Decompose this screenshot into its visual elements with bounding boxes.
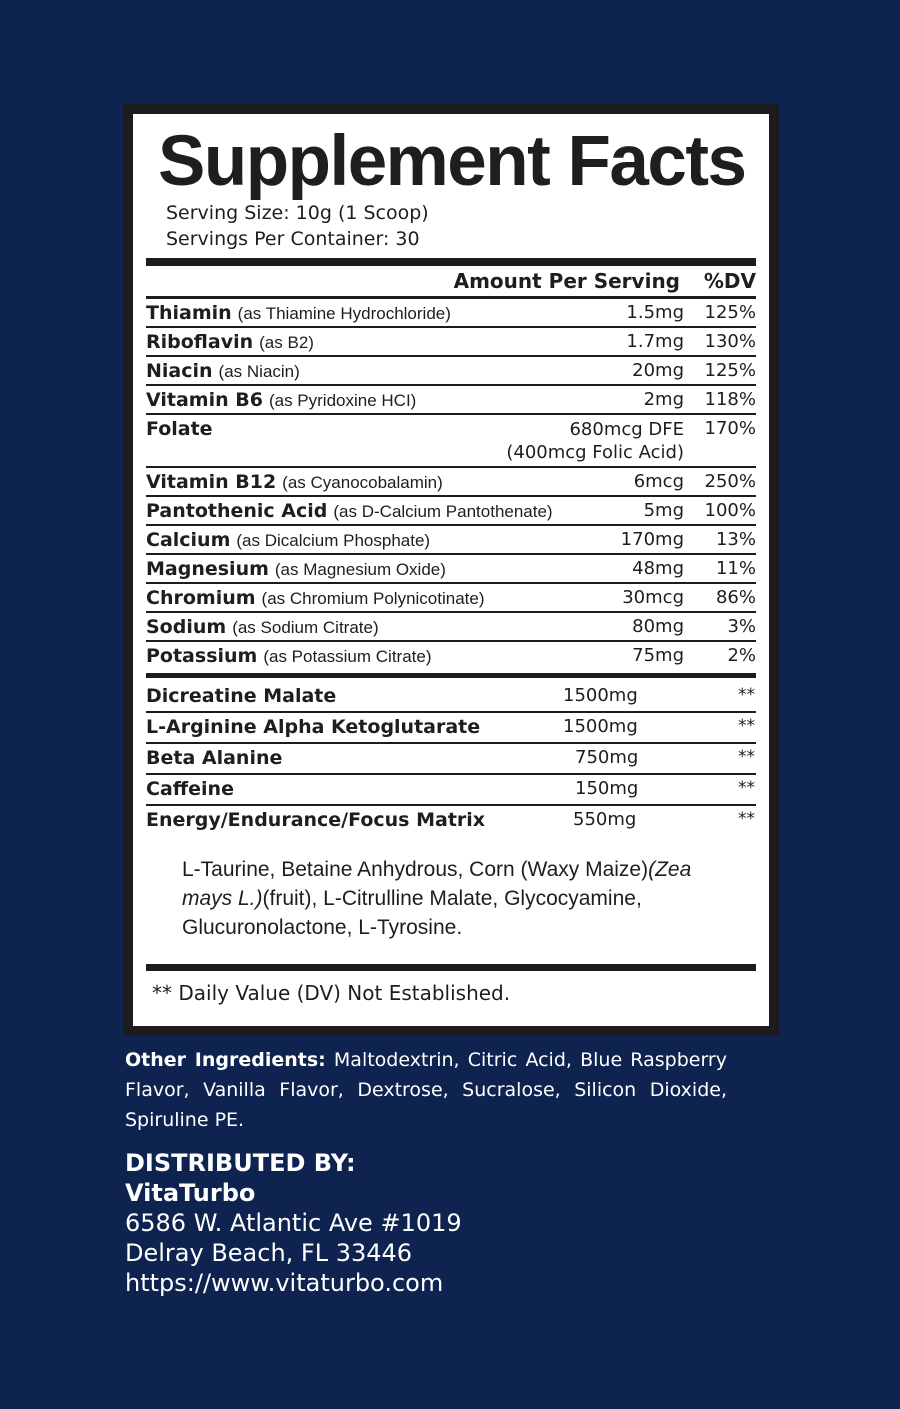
nutrient-dv: 130%	[704, 331, 756, 352]
nutrient-name: Vitamin B12	[146, 471, 277, 493]
nutrient-source: (as Niacin)	[218, 362, 300, 381]
table-row	[146, 299, 756, 328]
table-row	[146, 584, 756, 613]
nutrient-dv: 170%	[704, 418, 756, 439]
nutrient-amount: 30mcg	[622, 587, 684, 608]
nutrient-amount: 170mg	[620, 529, 684, 550]
serving-size: Serving Size: 10g (1 Scoop)	[166, 202, 429, 224]
nutrient-dv: 250%	[704, 471, 756, 492]
table-row	[146, 642, 756, 671]
nutrient-source: (as Potassium Citrate)	[263, 647, 432, 666]
nutrient-name: Magnesium	[146, 558, 269, 580]
nutrient-amount: 80mg	[632, 616, 684, 637]
nutrient-name: Calcium	[146, 529, 231, 551]
nutrient-dv: 86%	[715, 587, 756, 608]
divider-medium	[146, 673, 756, 678]
table-row	[146, 415, 756, 468]
nutrient-name: Pantothenic Acid	[146, 500, 328, 522]
nutrient-source: (as Sodium Citrate)	[232, 618, 379, 637]
nutrient-amount: 75mg	[632, 645, 684, 666]
nutrient-name: Potassium	[146, 645, 258, 667]
nutrient-name: Chromium	[146, 587, 256, 609]
nutrient-source: (as Thiamine Hydrochloride)	[237, 304, 451, 323]
ingredient-list	[146, 682, 756, 837]
other-ingredients	[125, 1045, 727, 1135]
distributor-block	[125, 1148, 727, 1298]
nutrient-name: Folate	[146, 418, 213, 440]
table-row	[146, 526, 756, 555]
table-header	[146, 266, 756, 299]
table-row	[146, 775, 756, 806]
ingredient-dv: **	[738, 809, 755, 829]
table-row	[146, 744, 756, 775]
nutrient-amount: 20mg	[632, 360, 684, 381]
table-row	[146, 386, 756, 415]
table-row	[146, 328, 756, 357]
nutrient-source: (as Cyanocobalamin)	[282, 473, 443, 492]
nutrient-dv: 2%	[727, 645, 756, 666]
nutrient-amount: 680mcg DFE (400mcg Folic Acid)	[506, 419, 684, 463]
nutrient-name: Vitamin B6	[146, 389, 263, 411]
table-row	[146, 806, 756, 837]
distributor-company: VitaTurbo	[125, 1179, 256, 1207]
servings-per-container: Servings Per Container: 30	[166, 228, 420, 250]
ingredient-name: Caffeine	[146, 778, 234, 800]
nutrient-amount: 5mg	[643, 500, 684, 521]
table-row	[146, 468, 756, 497]
divider-thick	[146, 258, 756, 266]
ingredient-name: Beta Alanine	[146, 747, 283, 769]
nutrient-name: Riboflavin	[146, 331, 254, 353]
nutrient-amount: 2mg	[643, 389, 684, 410]
ingredient-amount: 750mg	[575, 747, 639, 768]
ingredient-amount: 150mg	[575, 778, 639, 799]
ingredient-amount: 1500mg	[563, 716, 638, 737]
dv-header: %DV	[703, 269, 756, 293]
other-ingredients-text: Maltodextrin, Citric Acid, Blue Raspberry Flavor, Vanilla Flavor, Dextrose, Sucralose, Silicon Dioxide, Spiruline PE.	[125, 1049, 727, 1131]
nutrient-dv: 13%	[715, 529, 756, 550]
nutrient-source: (as D-Calcium Pantothenate)	[333, 502, 553, 521]
distributor-address-line2: Delray Beach, FL 33446	[125, 1239, 413, 1267]
ingredient-name: Dicreatine Malate	[146, 685, 337, 707]
ingredient-name: Energy/Endurance/Focus Matrix	[146, 809, 486, 831]
nutrient-source: (as Chromium Polynicotinate)	[261, 589, 485, 608]
nutrient-dv: 100%	[704, 500, 756, 521]
other-ingredients-label: Other Ingredients:	[125, 1049, 326, 1071]
table-row	[146, 682, 756, 713]
nutrient-dv: 125%	[704, 302, 756, 323]
supplement-facts-panel	[123, 104, 779, 1036]
nutrient-name: Niacin	[146, 360, 213, 382]
nutrient-dv: 11%	[715, 558, 756, 579]
ingredient-amount: 1500mg	[563, 685, 638, 706]
nutrient-amount: 48mg	[632, 558, 684, 579]
nutrient-dv: 118%	[704, 389, 756, 410]
divider-footer	[146, 964, 756, 971]
table-row	[146, 555, 756, 584]
distributor-label: DISTRIBUTED BY:	[125, 1149, 356, 1177]
nutrient-source: (as Pyridoxine HCI)	[268, 391, 417, 410]
dv-footnote: ** Daily Value (DV) Not Established.	[152, 981, 511, 1005]
nutrient-amount: 1.5mg	[626, 302, 684, 323]
ingredient-amount: 550mg	[573, 809, 637, 830]
table-row	[146, 613, 756, 642]
panel-title: Supplement Facts	[158, 122, 746, 201]
amount-header: Amount Per Serving	[453, 269, 680, 293]
table-row	[146, 497, 756, 526]
nutrient-dv: 125%	[704, 360, 756, 381]
supplement-facts-inner	[133, 114, 769, 1026]
ingredient-dv: **	[738, 778, 755, 798]
ingredient-dv: **	[738, 685, 755, 705]
table-row	[146, 713, 756, 744]
ingredient-name: L-Arginine Alpha Ketoglutarate	[146, 716, 481, 738]
nutrient-name: Sodium	[146, 616, 227, 638]
nutrient-source: (as B2)	[259, 333, 314, 352]
matrix-ingredients: L-Taurine, Betaine Anhydrous, Corn (Waxy Maize)(Zea mays L.)(fruit), L-Citrulline Malate, Glycocyamine, Glucuronolactone, L-Tyrosine.	[182, 858, 692, 939]
ingredient-dv: **	[738, 747, 755, 767]
nutrient-name: Thiamin	[146, 302, 232, 324]
ingredient-dv: **	[738, 716, 755, 736]
nutrient-source: (as Dicalcium Phosphate)	[236, 531, 431, 550]
distributor-address-line1: 6586 W. Atlantic Ave #1019	[125, 1209, 462, 1237]
nutrient-list	[146, 299, 756, 671]
nutrient-amount: 1.7mg	[626, 331, 684, 352]
nutrient-amount: 6mcg	[633, 471, 684, 492]
distributor-website[interactable]: https://www.vitaturbo.com	[125, 1269, 444, 1297]
table-row	[146, 357, 756, 386]
nutrient-source: (as Magnesium Oxide)	[274, 560, 446, 579]
nutrient-dv: 3%	[727, 616, 756, 637]
